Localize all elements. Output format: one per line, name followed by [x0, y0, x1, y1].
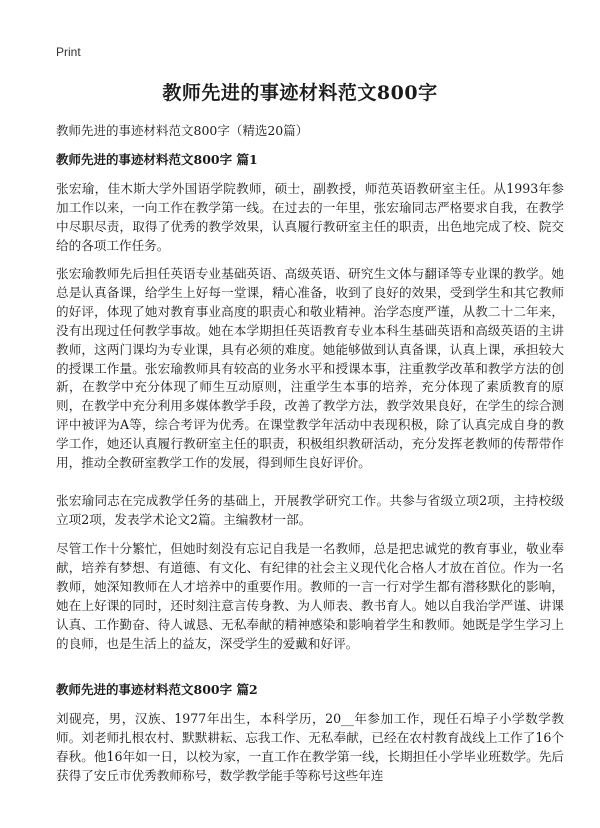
page-subtitle: 教师先进的事迹材料范文800字（精选20篇）	[56, 123, 309, 138]
section-heading-1: 教师先进的事迹材料范文800字 篇1	[56, 152, 258, 167]
paragraph: 张宏瑜，佳木斯大学外国语学院教师，硕士，副教授，师范英语教研室主任。从1993年参加工作以来，一向工作在教学第一线。在过去的一年里，张宏瑜同志严格要求自我，在教学中尽职尽责，取得了优秀的教学效果，认真履行教研室主任的职责，出色地完成了校、院交给的各项工作任务。	[56, 181, 564, 253]
page-title: 教师先进的事迹材料范文800字	[162, 82, 438, 104]
paragraph: 刘砚亮，男，汉族、1977年出生，本科学历，20__年参加工作，现任石埠子小学数学教师。刘老师扎根农村、默默耕耘、忘我工作、无私奉献，已经在农村教育战线上工作了16个春秋。他16年如一日，以校为家，一直工作在教学第一线，长期担任小学毕业班数学。先后获得了安丘市优秀教师称号，数学教学能手等称号这些年连	[56, 711, 564, 783]
paragraph: 张宏瑜教师先后担任英语专业基础英语、高级英语、研究生文体与翻译等专业课的教学。她总是认真备课，给学生上好每一堂课，精心准备，收到了良好的效果，受到学生和其它教师的好评，体现了她对教育事业高度的职责心和敬业精神。治学态度严谨，从教二十二年来，没有出现过任何教学事故。她在本学期担任英语教育专业本科生基础英语和高级英语的主讲教师，这两门课均为专业课，具有必须的难度。她能够做到认真备课，认真上课，承担较大的授课工作量。张宏瑜教师具有较高的业务水平和授课本事，注重教学改革和教学方法的创新，在教学中充分体现了师生互动原则，注重学生本事的培养，充分体现了素质教育的原则，在教学中充分利用多媒体教学手段，改善了教学方法，教学效果良好，在学生的综合测评中被评为A等，综合考评为优秀。在课堂教学年活动中表现积极，除了认真完成自身的教学工作，她还认真履行教研室主任的职责，积极组织教研活动，充分发挥老教师的传帮带作用，推动全教研室教学工作的发展，得到师生良好评价。	[56, 266, 564, 471]
print-link[interactable]: Print	[56, 45, 81, 59]
section-heading-2: 教师先进的事迹材料范文800字 篇2	[56, 682, 258, 697]
paragraph: 张宏瑜同志在完成教学任务的基础上，开展教学研究工作。共参与省级立项2项，主持校级立项2项，发表学术论文2篇。主编教材一部。	[56, 493, 564, 527]
paragraph: 尽管工作十分繁忙，但她时刻没有忘记自我是一名教师，总是把忠诚党的教育事业，敬业奉献，培养有梦想、有道德、有文化、有纪律的社会主义现代化合格人才放在首位。作为一名教师，她深知教师在人才培养中的重要作用。教师的一言一行对学生都有潜移默化的影响，她在上好课的同时，还时刻注意言传身教、为人师表、教书育人。她以自我治学严谨、讲课认真、工作勤奋、待人诚恳、无私奉献的精神感染和影响着学生和教师。她既是学生学习上的良师，也是生活上的益友，深受学生的爱戴和好评。	[56, 541, 564, 651]
